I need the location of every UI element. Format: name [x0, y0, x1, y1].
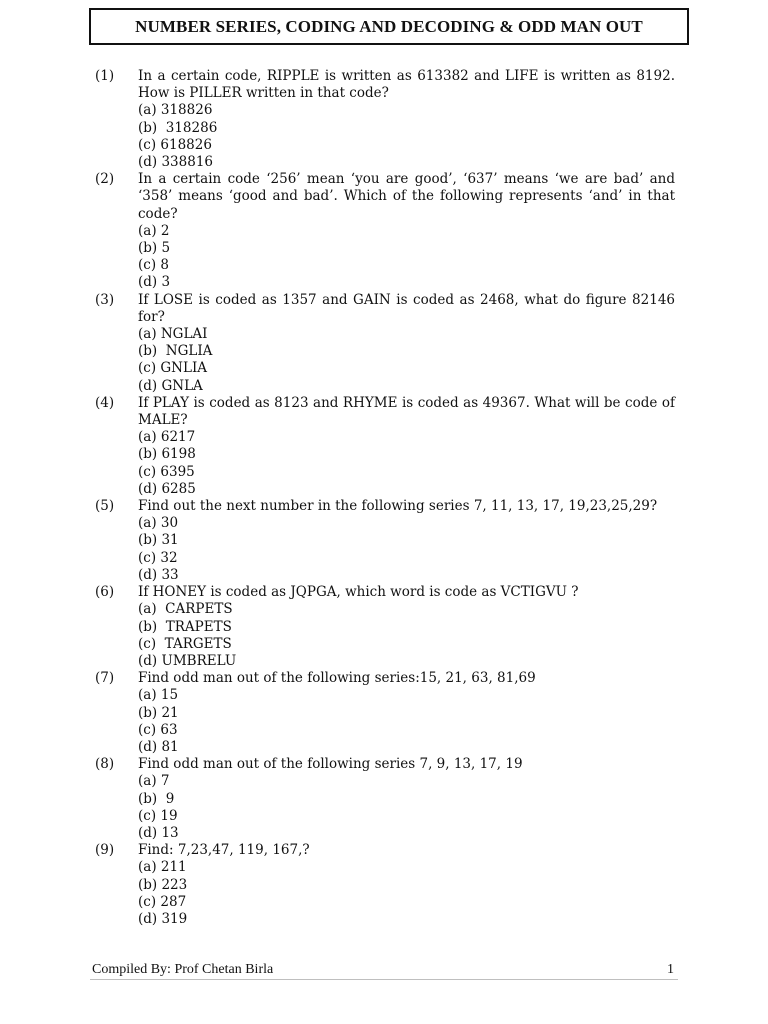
question-number: (7)	[95, 670, 115, 687]
question-item	[0, 395, 768, 498]
question-number: (4)	[95, 394, 115, 411]
answer-option: (b) 223	[138, 876, 188, 893]
answer-option: (c) 8	[138, 257, 169, 274]
answer-option: (a) 318826	[138, 102, 213, 119]
answer-option: (a) NGLAI	[138, 326, 208, 343]
answer-option: (d) 13	[138, 824, 179, 841]
answer-option: (d) 338816	[138, 154, 214, 171]
question-text: Find odd man out of the following series 7, 9, 13, 17, 19	[138, 756, 523, 773]
question-text: If PLAY is coded as 8123 and RHYME is coded as 49367. What will be code of MALE?	[138, 394, 675, 429]
answer-option: (a) 211	[138, 859, 187, 876]
answer-option: (a) 30	[138, 515, 179, 532]
answer-option: (d) UMBRELU	[138, 652, 237, 669]
answer-option: (d) 319	[138, 910, 188, 927]
answer-option: (c) 63	[138, 721, 178, 738]
answer-option: (b) 21	[138, 704, 179, 721]
question-body	[138, 756, 675, 842]
answer-option: (a) 15	[138, 687, 179, 704]
question-text: Find odd man out of the following series:15, 21, 63, 81,69	[138, 670, 536, 687]
question-number: (5)	[95, 498, 115, 515]
question-body	[138, 584, 675, 670]
question-body	[138, 670, 675, 756]
compiled-by: Compiled By: Prof Chetan Birla	[92, 962, 274, 977]
question-body	[138, 498, 675, 584]
question-body	[138, 842, 675, 928]
page-title: NUMBER SERIES, CODING AND DECODING & ODD MAN OUT	[135, 16, 643, 36]
answer-option: (d) 3	[138, 274, 171, 291]
answer-option: (c) 19	[138, 807, 178, 824]
answer-option: (c) 32	[138, 549, 178, 566]
question-item	[0, 498, 768, 584]
question-number: (9)	[95, 842, 115, 859]
answer-option: (b) 31	[138, 532, 179, 549]
answer-option: (b) 318286	[138, 119, 218, 136]
question-body	[138, 171, 675, 291]
answer-option: (c) GNLIA	[138, 360, 208, 377]
answer-option: (c) 287	[138, 893, 187, 910]
page-number: 1	[667, 962, 674, 977]
question-body	[138, 395, 675, 498]
question-number: (2)	[95, 171, 115, 188]
answer-option: (c) TARGETS	[138, 635, 232, 652]
question-number: (8)	[95, 756, 115, 773]
answer-option: (a) CARPETS	[138, 601, 233, 618]
answer-option: (b) TRAPETS	[138, 618, 232, 635]
question-number: (3)	[95, 291, 115, 308]
title-box	[89, 8, 689, 45]
question-text: Find: 7,23,47, 119, 167,?	[138, 842, 310, 859]
question-number: (1)	[95, 68, 115, 84]
question-number: (6)	[95, 584, 115, 601]
question-item	[0, 670, 768, 756]
answer-option: (a) 2	[138, 222, 170, 239]
question-item	[0, 68, 768, 171]
answer-option: (a) 6217	[138, 429, 196, 446]
question-text: In a certain code, RIPPLE is written as 613382 and LIFE is written as 8192. How is PILLER written in that code?	[138, 68, 675, 102]
question-item	[0, 292, 768, 395]
answer-option: (b) NGLIA	[138, 343, 213, 360]
answer-option: (d) GNLA	[138, 377, 203, 394]
answer-option: (d) 81	[138, 738, 179, 755]
answer-option: (a) 7	[138, 773, 170, 790]
answer-option: (b) 6198	[138, 446, 196, 463]
answer-option: (b) 5	[138, 240, 171, 257]
answer-option: (d) 6285	[138, 480, 196, 497]
question-body	[138, 292, 675, 395]
answer-option: (b) 9	[138, 790, 175, 807]
question-item	[0, 842, 768, 928]
question-text: If HONEY is coded as JQPGA, which word is code as VCTIGVU ?	[138, 584, 579, 601]
question-list	[0, 68, 768, 928]
question-body	[138, 68, 675, 171]
question-item	[0, 584, 768, 670]
question-text: Find out the next number in the following series 7, 11, 13, 17, 19,23,25,29?	[138, 498, 658, 515]
question-item	[0, 171, 768, 291]
question-text: In a certain code ‘256’ mean ‘you are good’, ‘637’ means ‘we are bad’ and ‘358’ means ‘good and bad’. Which of the following represents ‘and’ in that code?	[138, 171, 675, 222]
answer-option: (d) 33	[138, 566, 179, 583]
question-text: If LOSE is coded as 1357 and GAIN is coded as 2468, what do figure 82146 for?	[138, 291, 675, 325]
question-item	[0, 756, 768, 842]
answer-option: (c) 618826	[138, 136, 212, 153]
footer-divider	[90, 979, 678, 980]
answer-option: (c) 6395	[138, 463, 195, 480]
